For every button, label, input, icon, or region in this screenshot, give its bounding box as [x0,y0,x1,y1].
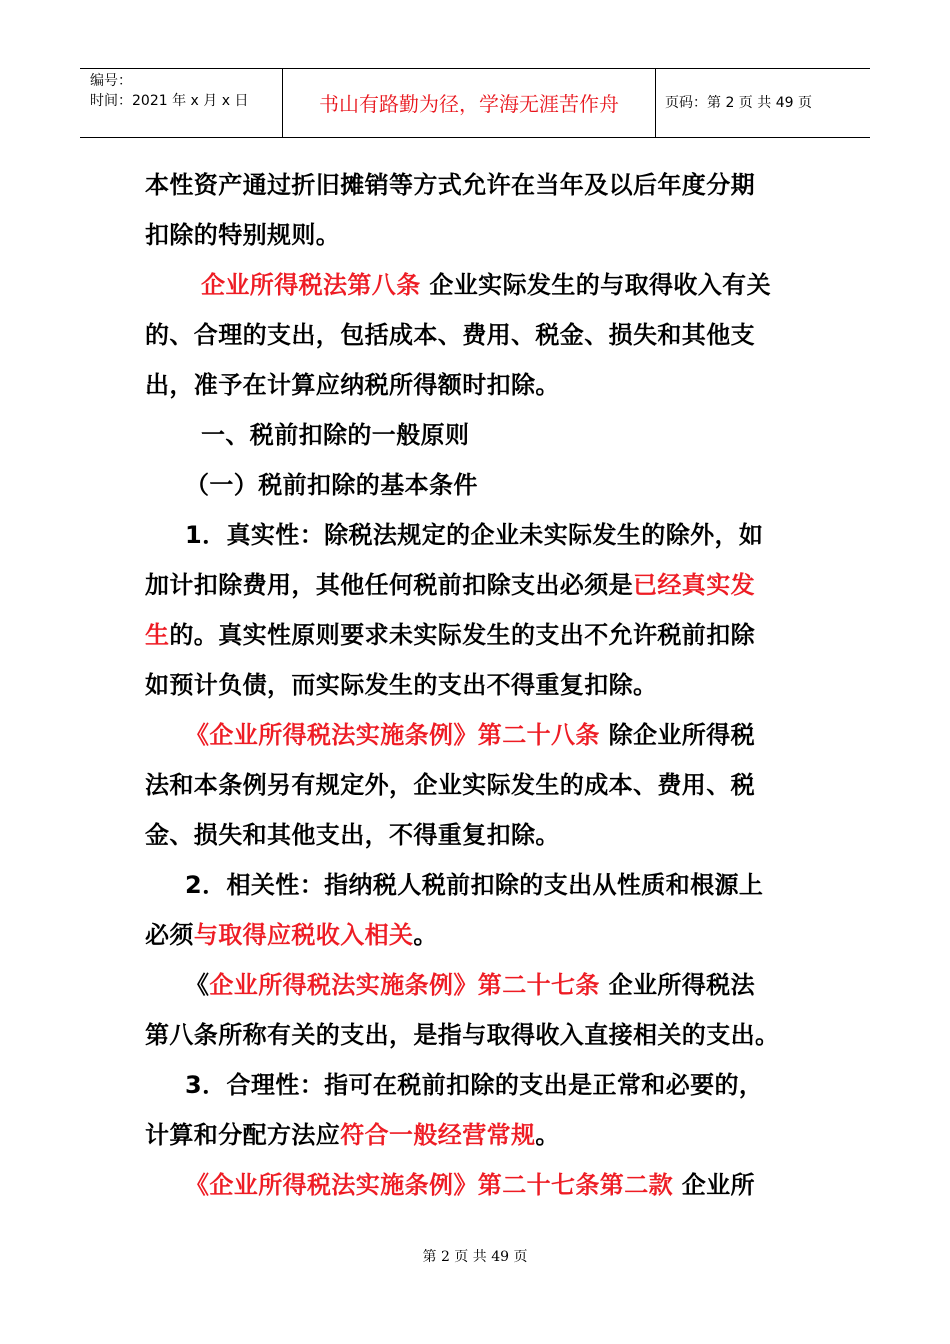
paragraph-article-27-2 [145,1160,817,1210]
heading-1 [145,410,817,460]
text-segment: 企业实际发生的与取得收入有关 [420,271,771,299]
text-line: 3．合理性：指可在税前扣除的支出是正常和必要的， [185,1071,764,1099]
highlight-text: 符合一般经营常规 [340,1121,536,1149]
text-segment: 。 [413,921,438,949]
subsection-heading: （一）税前扣除的基本条件 [185,471,478,499]
text-line [145,960,817,1010]
time-label: 时间：2021 年 x 月 x 日 [90,93,249,109]
page-footer: 第 2 页 共 49 页 [422,1249,528,1265]
text-line: 法和本条例另有规定外，企业实际发生的成本、费用、税 [145,771,755,799]
text-segment: 《 [185,971,210,999]
paragraph-article-28 [145,710,817,860]
law-citation: 企业所得税法实施条例》第二十七条 [209,971,600,999]
highlight-text: 生 [145,621,170,649]
text-segment: 的。真实性原则要求未实际发生的支出不允许税前扣除 [169,621,756,649]
header-motto: 书山有路勤为径，学海无涯苦作舟 [319,92,619,116]
text-line: 如预计负债，而实际发生的支出不得重复扣除。 [145,671,658,699]
number-label: 编号： [90,73,132,89]
text-line: 的、合理的支出，包括成本、费用、税金、损失和其他支 [145,321,755,349]
text-line: 2．相关性：指纳税人税前扣除的支出从性质和根源上 [185,871,764,899]
section-heading: 一、税前扣除的一般原则 [201,421,470,449]
paragraph-reasonableness [145,1060,817,1160]
law-citation: 企业所得税法第八条 [201,271,421,299]
text-segment: 企业所得税法 [599,971,755,999]
text-line [145,910,817,960]
text-line: 本性资产通过折旧摊销等方式允许在当年及以后年度分期 [145,171,755,199]
header-info-cell [80,69,283,137]
text-line: 出，准予在计算应纳税所得额时扣除。 [145,371,560,399]
text-line: 第八条所称有关的支出，是指与取得收入直接相关的支出。 [145,1021,780,1049]
page-header [80,68,870,138]
highlight-text: 与取得应税收入相关 [193,921,414,949]
text-line [145,610,817,660]
header-page-label: 页码：第 2 页 共 49 页 [665,95,812,111]
highlight-text: 已经真实发 [633,571,755,599]
paragraph-authenticity [145,510,817,710]
text-segment: 。 [535,1121,560,1149]
paragraph-article-8 [145,260,817,410]
text-segment: 加计扣除费用，其他任何税前扣除支出必须是 [145,571,633,599]
paragraph-relevance [145,860,817,960]
text-segment: 除企业所得税 [599,721,755,749]
text-segment: 计算和分配方法应 [145,1121,341,1149]
text-line: 金、损失和其他支出，不得重复扣除。 [145,821,560,849]
header-motto-cell [283,69,656,137]
paragraph-article-27 [145,960,817,1060]
text-line: 扣除的特别规则。 [145,221,341,249]
text-line [145,260,817,310]
text-segment: 必须 [145,921,194,949]
text-line [145,1160,817,1210]
paragraph-1 [145,160,817,260]
header-page-cell [656,69,870,137]
text-segment: 企业所 [673,1171,755,1199]
law-citation: 《企业所得税法实施条例》第二十八条 [185,721,600,749]
heading-2 [145,460,817,510]
text-line [145,560,817,610]
law-citation: 《企业所得税法实施条例》第二十七条第二款 [185,1171,673,1199]
text-line: 1．真实性：除税法规定的企业未实际发生的除外，如 [185,521,764,549]
text-line [145,710,817,760]
text-line [145,1110,817,1160]
